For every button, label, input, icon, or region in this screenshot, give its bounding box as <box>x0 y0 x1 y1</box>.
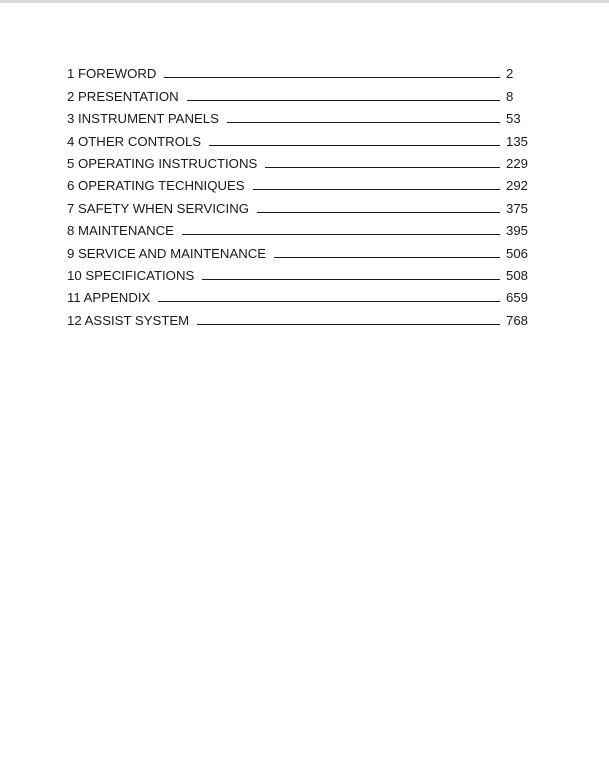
toc-entry-title: 11 APPENDIX <box>67 290 151 306</box>
toc-entry[interactable] <box>67 60 536 82</box>
toc-entry-page: 292 <box>506 178 529 194</box>
toc-entry[interactable] <box>67 262 536 284</box>
toc-leader-line <box>265 167 500 168</box>
table-of-contents <box>67 60 536 329</box>
toc-entry-page: 375 <box>506 200 529 216</box>
toc-entry[interactable] <box>67 217 536 239</box>
toc-entry[interactable] <box>67 239 536 261</box>
toc-entry-title: 10 SPECIFICATIONS <box>67 267 195 283</box>
toc-entry-title: 4 OTHER CONTROLS <box>67 133 202 149</box>
toc-entry-page: 53 <box>506 111 521 127</box>
toc-entry-page: 8 <box>506 88 514 104</box>
toc-leader-line <box>209 145 500 146</box>
toc-entry[interactable] <box>67 127 536 149</box>
toc-entry-title: 3 INSTRUMENT PANELS <box>67 111 219 127</box>
toc-entry-title: 8 MAINTENANCE <box>67 223 174 239</box>
toc-entry[interactable] <box>67 82 536 104</box>
toc-entry[interactable] <box>67 284 536 306</box>
toc-leader-line <box>253 189 500 190</box>
toc-entry-page: 2 <box>506 66 514 82</box>
toc-leader-line <box>187 100 500 101</box>
toc-leader-line <box>197 324 500 325</box>
toc-entry[interactable] <box>67 306 536 328</box>
toc-entry-page: 135 <box>506 133 529 149</box>
toc-leader-line <box>274 257 500 258</box>
toc-leader-line <box>158 301 500 302</box>
toc-leader-line <box>182 234 500 235</box>
toc-entry[interactable] <box>67 105 536 127</box>
toc-leader-line <box>164 77 500 78</box>
toc-entry-page: 395 <box>506 223 529 239</box>
toc-entry-title: 7 SAFETY WHEN SERVICING <box>67 200 249 216</box>
toc-entry[interactable] <box>67 194 536 216</box>
toc-entry-page: 506 <box>506 245 529 261</box>
toc-entry-title: 9 SERVICE AND MAINTENANCE <box>67 245 267 261</box>
document-page <box>0 3 609 764</box>
toc-entry[interactable] <box>67 150 536 172</box>
toc-entry-page: 768 <box>506 312 529 328</box>
toc-entry-title: 5 OPERATING INSTRUCTIONS <box>67 155 258 171</box>
toc-leader-line <box>257 212 500 213</box>
toc-entry-title: 12 ASSIST SYSTEM <box>67 312 190 328</box>
toc-leader-line <box>227 122 500 123</box>
toc-entry[interactable] <box>67 172 536 194</box>
toc-leader-line <box>202 279 500 280</box>
toc-entry-page: 229 <box>506 155 529 171</box>
toc-entry-title: 1 FOREWORD <box>67 66 157 82</box>
toc-entry-title: 6 OPERATING TECHNIQUES <box>67 178 245 194</box>
toc-entry-title: 2 PRESENTATION <box>67 88 179 104</box>
toc-entry-page: 508 <box>506 267 529 283</box>
toc-entry-page: 659 <box>506 290 529 306</box>
